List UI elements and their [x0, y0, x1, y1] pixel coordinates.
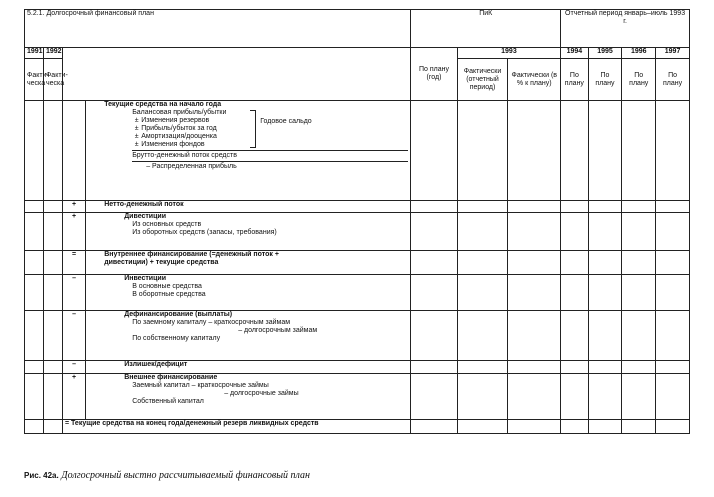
figure-caption	[24, 470, 310, 481]
plan-1994-header: По плану	[561, 59, 588, 101]
row-net-cash-flow	[25, 201, 690, 213]
year-1993: 1993	[457, 48, 560, 59]
row-sign: =	[62, 251, 85, 275]
definancing-label: Дефинансирование (выплаты)	[124, 311, 233, 318]
row-surplus-deficit	[25, 361, 690, 374]
header-blank	[62, 48, 410, 101]
figure-caption-text: Долгосрочный выстно рассчитываемый финансовый план	[61, 470, 310, 481]
table-title: 5.2.1. Долгосрочный финансовый план	[25, 10, 411, 48]
plan-1995-header: По плану	[588, 59, 622, 101]
year-1994: 1994	[561, 48, 588, 59]
row-sign: –	[62, 361, 85, 374]
period-header: Отчетный период январь–июль 1993 г.	[561, 10, 690, 48]
row-sign: –	[62, 311, 85, 361]
fact-1992-header: Факти-ческа	[43, 59, 62, 101]
external-equity-label: Собственный капитал	[132, 398, 204, 405]
divider	[132, 161, 408, 162]
distributed-profit-label: – Распределенная прибыль	[146, 163, 237, 170]
divider	[132, 150, 408, 151]
net-cash-flow-label: Нетто-денежный поток	[104, 201, 184, 208]
row-current-funds-start	[25, 101, 690, 201]
fact-report-header: Фактически (отчетный период)	[457, 59, 508, 101]
invest-fixed-label: В основные средства	[132, 283, 202, 290]
pik-header: ПиК	[411, 10, 561, 48]
depreciation-label: Амортизация/дооценка	[141, 133, 217, 140]
row-internal-financing	[25, 251, 690, 275]
row-divestments	[25, 213, 690, 251]
plus-minus-sign: ±	[134, 133, 139, 140]
plus-minus-sign: ±	[134, 125, 139, 132]
investments-label: Инвестиции	[124, 275, 166, 282]
current-funds-start-label: Текущие средства на начало года	[104, 101, 222, 108]
external-long-label: – долгосрочные займы	[224, 390, 299, 397]
external-financing-label: Внешнее финансирование	[124, 374, 218, 381]
definancing-long-label: – долгосрочным займам	[238, 327, 318, 334]
fact-pct-header: Фактически (в % к плану)	[508, 59, 561, 101]
row-sign: +	[62, 374, 85, 420]
external-short-label: Заемный капитал – краткосрочные займы	[132, 382, 269, 389]
row-external-financing	[25, 374, 690, 420]
balance-profit-label: Балансовая прибыль/убытки	[132, 109, 227, 116]
year-1991: 1991	[25, 48, 44, 59]
bracket-shape	[250, 110, 256, 148]
row-label	[86, 101, 411, 201]
invest-working-label: В оборотные средства	[132, 291, 206, 298]
row-definancing	[25, 311, 690, 361]
figure-number: Рис. 42а.	[24, 471, 59, 480]
financial-plan-table	[24, 9, 690, 434]
row-sign	[62, 101, 85, 201]
header-row-top	[25, 10, 690, 48]
current-funds-end-label: = Текущие средства на конец года/денежный резерв ликвидных средств	[64, 420, 319, 427]
divest-fixed-label: Из основных средств	[132, 221, 202, 228]
plan-year-header: По плану (год)	[411, 48, 457, 101]
annual-balance-label: Годовое сальдо	[260, 118, 312, 125]
annual-balance-group	[88, 109, 408, 149]
reserves-change-label: Изменения резервов	[141, 117, 210, 124]
year-1997: 1997	[656, 48, 690, 59]
surplus-deficit-label: Излишек/дефицит	[124, 361, 188, 368]
plan-1997-header: По плану	[656, 59, 690, 101]
plus-minus-sign: ±	[134, 117, 139, 124]
plan-1996-header: По плану	[622, 59, 656, 101]
header-row-years	[25, 48, 690, 59]
plus-minus-sign: ±	[134, 141, 139, 148]
year-1992: 1992	[43, 48, 62, 59]
funds-change-label: Изменения фондов	[141, 141, 205, 148]
divest-working-label: Из оборотных средств (запасы, требования)	[132, 229, 277, 236]
fact-1991-header: Факти-ческа	[25, 59, 44, 101]
definancing-equity-label: По собственному капиталу	[132, 335, 221, 342]
definancing-short-label: По заемному капиталу – краткосрочным займам	[132, 319, 291, 326]
internal-financing-label-2: дивестиции) + текущие средства	[104, 259, 219, 266]
gross-cash-flow-label: Брутто-денежный поток средств	[132, 152, 237, 159]
row-current-funds-end	[25, 420, 690, 434]
annual-profit-label: Прибыль/убыток за год	[141, 125, 217, 132]
year-1996: 1996	[622, 48, 656, 59]
row-sign: +	[62, 201, 85, 213]
internal-financing-label-1: Внутреннее финансирование (=денежный поток +	[104, 251, 279, 258]
row-sign: –	[62, 275, 85, 311]
divestments-label: Дивестиции	[124, 213, 167, 220]
row-investments	[25, 275, 690, 311]
row-sign: +	[62, 213, 85, 251]
year-1995: 1995	[588, 48, 622, 59]
